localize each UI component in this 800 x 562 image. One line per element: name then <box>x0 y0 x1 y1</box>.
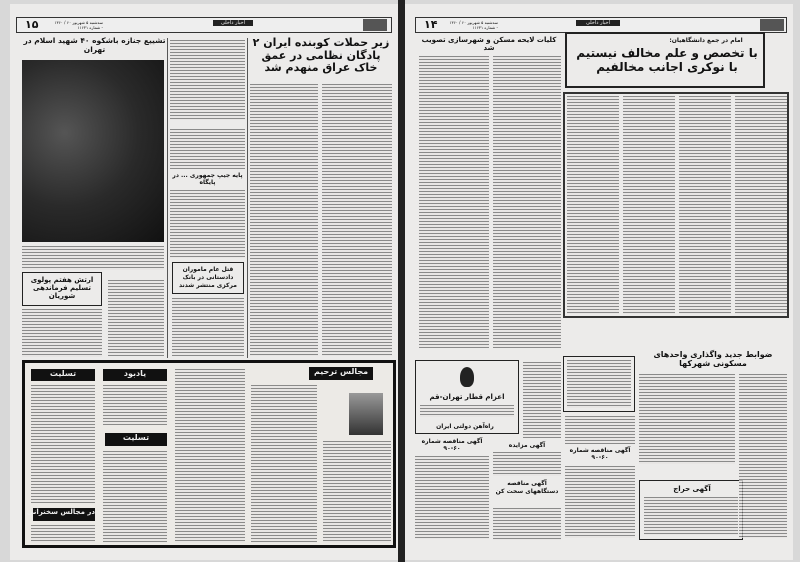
box-bank <box>172 262 244 294</box>
left-section-label: اخبار داخلی <box>213 20 253 26</box>
box-bank-title: قتل عام ماموران دادستانی در بانک مرکزی منتشر شدند <box>179 266 237 289</box>
ad-tender-1: آگهی مناقصه شماره ۶۰-۹۰ <box>421 438 483 452</box>
ad-title-majales: مجالس ترحیم <box>309 367 373 380</box>
ad-tender-3: آگهی مناقصه شماره ۶۰-۹۰ <box>569 447 631 461</box>
funeral-photo <box>22 60 164 242</box>
housing-bill-headline: کلیات لایحه مسکن و شهرسازی تصویب شد <box>421 36 557 53</box>
ad-auction-1: آگهی مزایده <box>508 442 546 449</box>
ad-train <box>415 360 519 434</box>
ad-auction-2 <box>639 480 743 540</box>
right-page-number: ۱۴ <box>424 18 438 31</box>
right-main-headline: با تخصص و علم مخالف نیستیم با نوکری اجانب مخالفیم <box>576 46 758 74</box>
right-page <box>405 4 793 560</box>
left-date: سه‌شنبه ۵ شهریور ۶۰ / ۱۳۶۰ - شماره ۱۱۶۳۱ <box>54 20 103 30</box>
newspaper-logo <box>760 19 784 31</box>
page-gutter <box>398 0 405 562</box>
ads-section <box>22 360 396 548</box>
left-main-headline: زیر حملات کوبنده ایران ۲ پادگان نظامی در عمق خاک عراق منهدم شد <box>252 36 390 75</box>
ad-title-taslit-1: تسلیت <box>31 369 95 381</box>
imam-article-frame <box>563 92 789 318</box>
left-header-bar <box>16 17 392 33</box>
subhead-pilot: پایه جیپ جمهوری ... در پایگاه <box>172 172 243 186</box>
housing-subheadline: ضوابط جدید واگذاری واحدهای مسکونی شهرکها <box>653 350 773 369</box>
kicker: امام در جمع دانشگاهیان: <box>669 37 743 44</box>
right-section-label: اخبار داخلی <box>576 20 620 26</box>
railway-emblem-icon <box>460 367 474 387</box>
ad-title-yadbud: یادبود <box>103 369 167 381</box>
imam-headline-box <box>565 32 765 88</box>
portrait-photo <box>349 393 383 435</box>
right-header-bar <box>415 17 787 33</box>
photo-caption: تشییع جنازه باشکوه ۴۰ شهید اسلام در تهران <box>23 36 166 54</box>
right-date: سه‌شنبه ۵ شهریور ۶۰ / ۱۳۶۰ - شماره ۱۱۶۳۱ <box>449 20 498 30</box>
left-page-number: ۱۵ <box>25 18 39 31</box>
ad-railway-sign: راه‌آهن دولتی ایران <box>436 423 494 430</box>
ad-tender-2: آگهی مناقصه دستگاههای سخت کن <box>495 480 559 495</box>
ad-notice-box <box>563 356 635 412</box>
box-army <box>22 272 102 306</box>
newspaper-logo <box>363 19 387 31</box>
ad-auction-2-title: آگهی حراج <box>673 485 711 493</box>
ad-train-title: اعزام قطار تهران-قم <box>429 393 505 401</box>
ad-title-sokhanrani: در مجالس سخنرانی <box>33 508 95 521</box>
ad-title-taslit-2: تسلیت <box>105 433 167 446</box>
left-page <box>10 4 398 560</box>
box-army-title: ارتش هفتم پولوی تسلیم فرماندهی شوریان <box>30 276 94 301</box>
